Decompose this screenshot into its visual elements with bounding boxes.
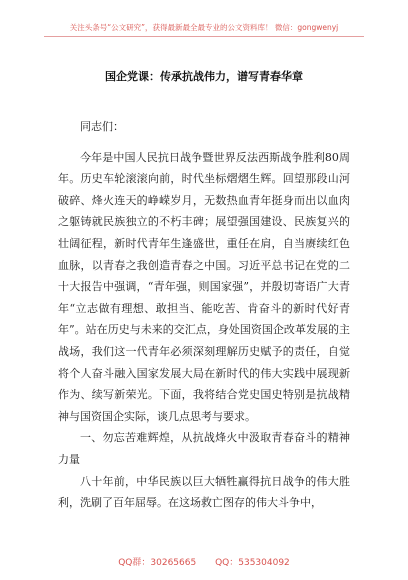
document-body (58, 116, 350, 514)
footer-qq-group: QQ群：30265665 (118, 558, 197, 568)
footer-contacts (0, 555, 408, 568)
header-divider (44, 36, 364, 37)
salutation: 同志们： (80, 120, 124, 133)
header-banner: 关注头条号“公文研究”，获得最新最全最专业的公文资料库！ 微信：gongwenyj (69, 23, 339, 32)
footer-qq-number: QQ：535304092 (215, 558, 290, 568)
document-title: 国企党课：传承抗战伟力，谱写青春华章 (105, 70, 303, 83)
paragraph-section-1: 八十年前，中华民族以巨大牺牲赢得抗日战争的伟大胜利，洗刷了百年屈辱。在这场救亡图存的伟大斗争中， (58, 474, 350, 510)
section-heading-1: 一、勿忘苦难辉煌，从抗战烽火中汲取青春奋斗的精神力量 (58, 431, 350, 466)
paragraph-intro: 今年是中国人民抗日战争暨世界反法西斯战争胜利80周年。历史车轮滚滚向前，时代坐标熠熠生辉。回望那段山河破碎、烽火连天的峥嵘岁月，无数热血青年挺身而出以血肉之躯铸就民族独立的不朽丰碑；展望强国建设、民族复兴的壮阔征程，新时代青年生逢盛世，重任在肩，自当赓续红色血脉，以青春之我创造青春之中国。习近平总书记在党的二十大报告中强调，“青年强，则国家强”，并殷切寄语广大青年“立志做有理想、敢担当、能吃苦、肯奋斗的新时代好青年”。站在历史与未来的交汇点，身处国资国企改革发展的主战场，我们这一代青年必须深刻理解历史赋予的责任，自觉将个人奋斗融入国家发展大局在新时代的伟大实践中展现新作为、续写新荣光。下面，我将结合党史国史特别是抗战精神与国资国企实际，谈几点思考与要求。 (58, 150, 350, 423)
